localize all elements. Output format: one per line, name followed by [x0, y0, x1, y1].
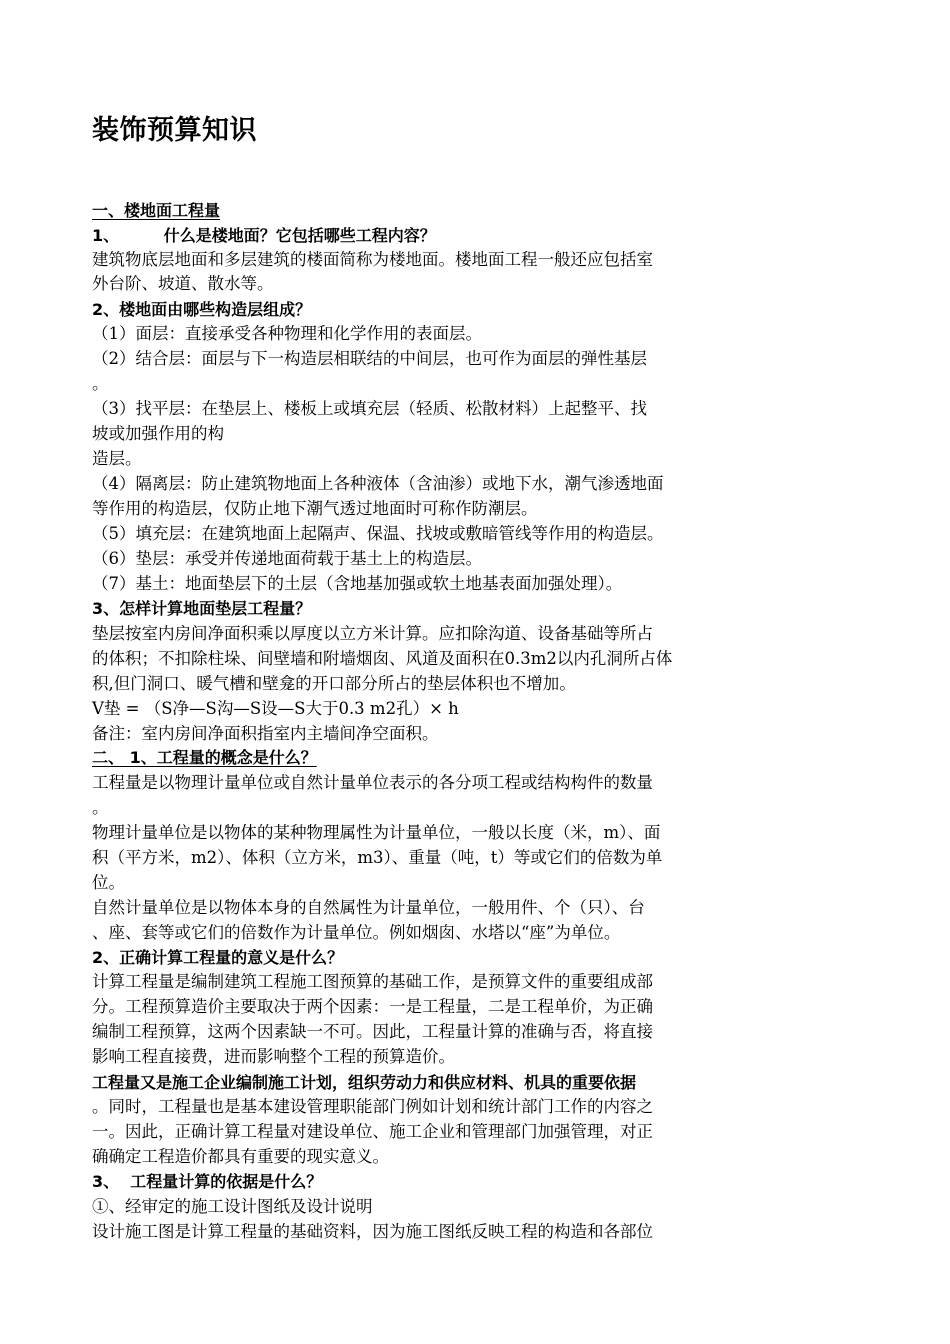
document-title: 装饰预算知识 [92, 115, 257, 146]
question-heading: 2、正确计算工程量的意义是什么？ [92, 948, 344, 967]
note-line: 备注：室内房间净面积指室内主墙间净空面积。 [92, 724, 439, 743]
paragraph-line: （5）填充层：在建筑地面上起隔声、保温、找坡或敷暗管线等作用的构造层。 [92, 524, 664, 543]
paragraph-line: 。 [92, 798, 109, 817]
paragraph-line: 建筑物底层地面和多层建筑的楼面简称为楼地面。楼地面工程一般还应包括室 [92, 250, 653, 269]
section-heading-floor: 一、楼地面工程量 [92, 201, 221, 220]
paragraph-line: 、座、套等或它们的倍数作为计量单位。例如烟囱、水塔以“座”为单位。 [92, 923, 621, 942]
paragraph-line: 垫层按室内房间净面积乘以厚度以立方米计算。应扣除沟道、设备基础等所占 [92, 624, 653, 643]
paragraph-line: 物理计量单位是以物体的某种物理属性为计量单位，一般以长度（米，m）、面 [92, 823, 661, 842]
paragraph-line: （3）找平层：在垫层上、楼板上或填充层（轻质、松散材料）上起整平、找 [92, 399, 647, 418]
paragraph-line: （7）基土：地面垫层下的土层（含地基加强或软土地基表面加强处理）。 [92, 574, 623, 593]
paragraph-line: 。 [92, 374, 109, 393]
paragraph-line: 的体积；不扣除柱垛、间壁墙和附墙烟囱、风道及面积在0.3m2以内孔洞所占体 [92, 649, 673, 668]
paragraph-line: 一。因此，正确计算工程量对建设单位、施工企业和管理部门加强管理，对正 [92, 1122, 653, 1141]
paragraph-line: 位。 [92, 873, 125, 892]
paragraph-line: 外台阶、坡道、散水等。 [92, 274, 274, 293]
paragraph-line: 工程量是以物理计量单位或自然计量单位表示的各分项工程或结构构件的数量 [92, 773, 653, 792]
paragraph-line: （6）垫层：承受并传递地面荷载于基土上的构造层。 [92, 549, 482, 568]
paragraph-line: 编制工程预算，这两个因素缺一不可。因此，工程量计算的准确与否，将直接 [92, 1022, 653, 1041]
paragraph-line: 。同时，工程量也是基本建设管理职能部门例如计划和统计部门工作的内容之 [92, 1097, 653, 1116]
paragraph-line: 确确定工程造价都具有重要的现实意义。 [92, 1147, 389, 1166]
paragraph-line: 坡或加强作用的构 [92, 424, 224, 443]
section-heading-quantity: 二、 1、工程量的概念是什么？ [92, 748, 317, 767]
paragraph-line: （2）结合层：面层与下一构造层相联结的中间层，也可作为面层的弹性基层 [92, 349, 647, 368]
paragraph-line: （4）隔离层：防止建筑物地面上各种液体（含油渗）或地下水，潮气渗透地面 [92, 474, 664, 493]
emphasis-line: 工程量又是施工企业编制施工计划，组织劳动力和供应材料、机具的重要依据 [92, 1073, 637, 1092]
paragraph-line: （1）面层：直接承受各种物理和化学作用的表面层。 [92, 324, 482, 343]
paragraph-line: 造层。 [92, 449, 142, 468]
paragraph-line: 等作用的构造层，仅防止地下潮气透过地面时可称作防潮层。 [92, 499, 538, 518]
paragraph-line: 设计施工图是计算工程量的基础资料，因为施工图纸反映工程的构造和各部位 [92, 1222, 653, 1241]
paragraph-line: 积（平方米，m2）、体积（立方米，m3）、重量（吨，t）等或它们的倍数为单 [92, 848, 663, 867]
paragraph-line: 分。工程预算造价主要取决于两个因素：一是工程量，二是工程单价，为正确 [92, 997, 653, 1016]
paragraph-line: 自然计量单位是以物体本身的自然属性为计量单位，一般用件、个（只）、台 [92, 898, 645, 917]
paragraph-line: ①、经审定的施工设计图纸及设计说明 [92, 1197, 373, 1216]
formula-line: V垫 = （S净—S沟—S设—S大于0.3 m2孔）× h [92, 699, 459, 718]
question-heading: 2、楼地面由哪些构造层组成？ [92, 300, 312, 319]
question-heading: 1、 什么是楼地面？它包括哪些工程内容？ [92, 226, 436, 245]
paragraph-line: 积,但门洞口、暖气槽和壁龛的开口部分所占的垫层体积也不增加。 [92, 674, 576, 693]
paragraph-line: 计算工程量是编制建筑工程施工图预算的基础工作，是预算文件的重要组成部 [92, 972, 653, 991]
question-heading: 3、怎样计算地面垫层工程量？ [92, 599, 312, 618]
paragraph-line: 影响工程直接费，进而影响整个工程的预算造价。 [92, 1047, 455, 1066]
question-heading: 3、 工程量计算的依据是什么？ [92, 1172, 323, 1191]
